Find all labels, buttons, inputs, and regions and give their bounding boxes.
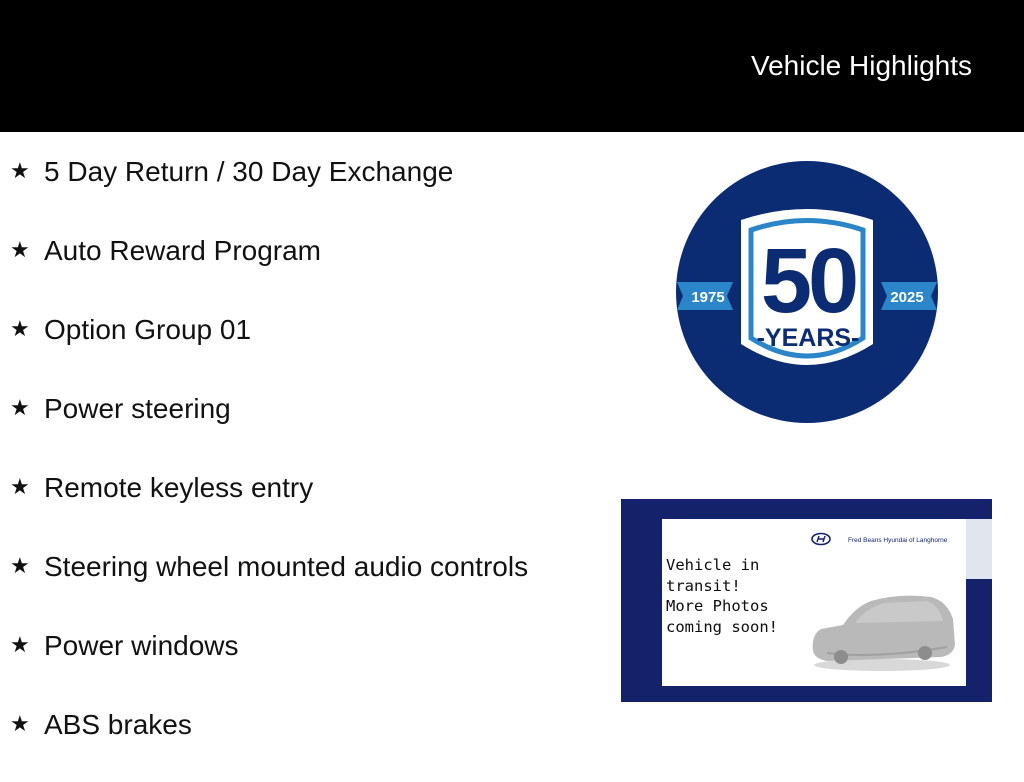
feature-item (10, 624, 610, 703)
star-icon: ★ (10, 316, 30, 341)
transit-placeholder-image (621, 499, 992, 702)
transit-message-line: coming soon! (666, 617, 778, 636)
feature-item (10, 387, 610, 466)
star-icon: ★ (10, 237, 30, 262)
star-icon: ★ (10, 395, 30, 420)
feature-label: Auto Reward Program (44, 235, 322, 266)
badge-number: 50 (760, 230, 856, 332)
transit-message-line: Vehicle in (666, 556, 760, 574)
feature-list (10, 150, 610, 782)
page-title: Vehicle Highlights (750, 50, 972, 81)
transit-message (666, 555, 796, 637)
feature-item (10, 308, 610, 387)
badge-start-year: 1975 (691, 289, 725, 306)
feature-label: Power windows (44, 630, 239, 661)
covered-car-icon (807, 589, 957, 673)
star-icon: ★ (10, 474, 30, 499)
feature-item (10, 150, 610, 229)
star-icon: ★ (10, 158, 30, 183)
feature-label: Power steering (44, 393, 231, 424)
feature-label: ABS brakes (44, 709, 192, 740)
anniversary-badge (675, 160, 939, 424)
feature-item (10, 229, 610, 308)
feature-item (10, 545, 610, 624)
feature-label: Remote keyless entry (44, 472, 314, 503)
hyundai-logo-icon (810, 532, 832, 550)
badge-end-year: 2025 (890, 289, 924, 306)
feature-item (10, 466, 610, 545)
placeholder-card (662, 519, 966, 686)
header-bar (0, 0, 1024, 132)
star-icon: ★ (10, 711, 30, 736)
dealer-name: Fred Beans Hyundai of Langhorne (848, 537, 948, 544)
transit-message-line: More Photos (666, 597, 769, 615)
star-icon: ★ (10, 553, 30, 578)
badge-years-label: -YEARS- (756, 324, 860, 352)
placeholder-side-strip (966, 519, 992, 579)
feature-label: Option Group 01 (44, 314, 252, 345)
feature-label: Steering wheel mounted audio controls (44, 551, 529, 582)
transit-message-line: transit! (666, 576, 741, 595)
star-icon: ★ (10, 632, 30, 657)
feature-item (10, 703, 610, 782)
feature-label: 5 Day Return / 30 Day Exchange (44, 156, 454, 187)
